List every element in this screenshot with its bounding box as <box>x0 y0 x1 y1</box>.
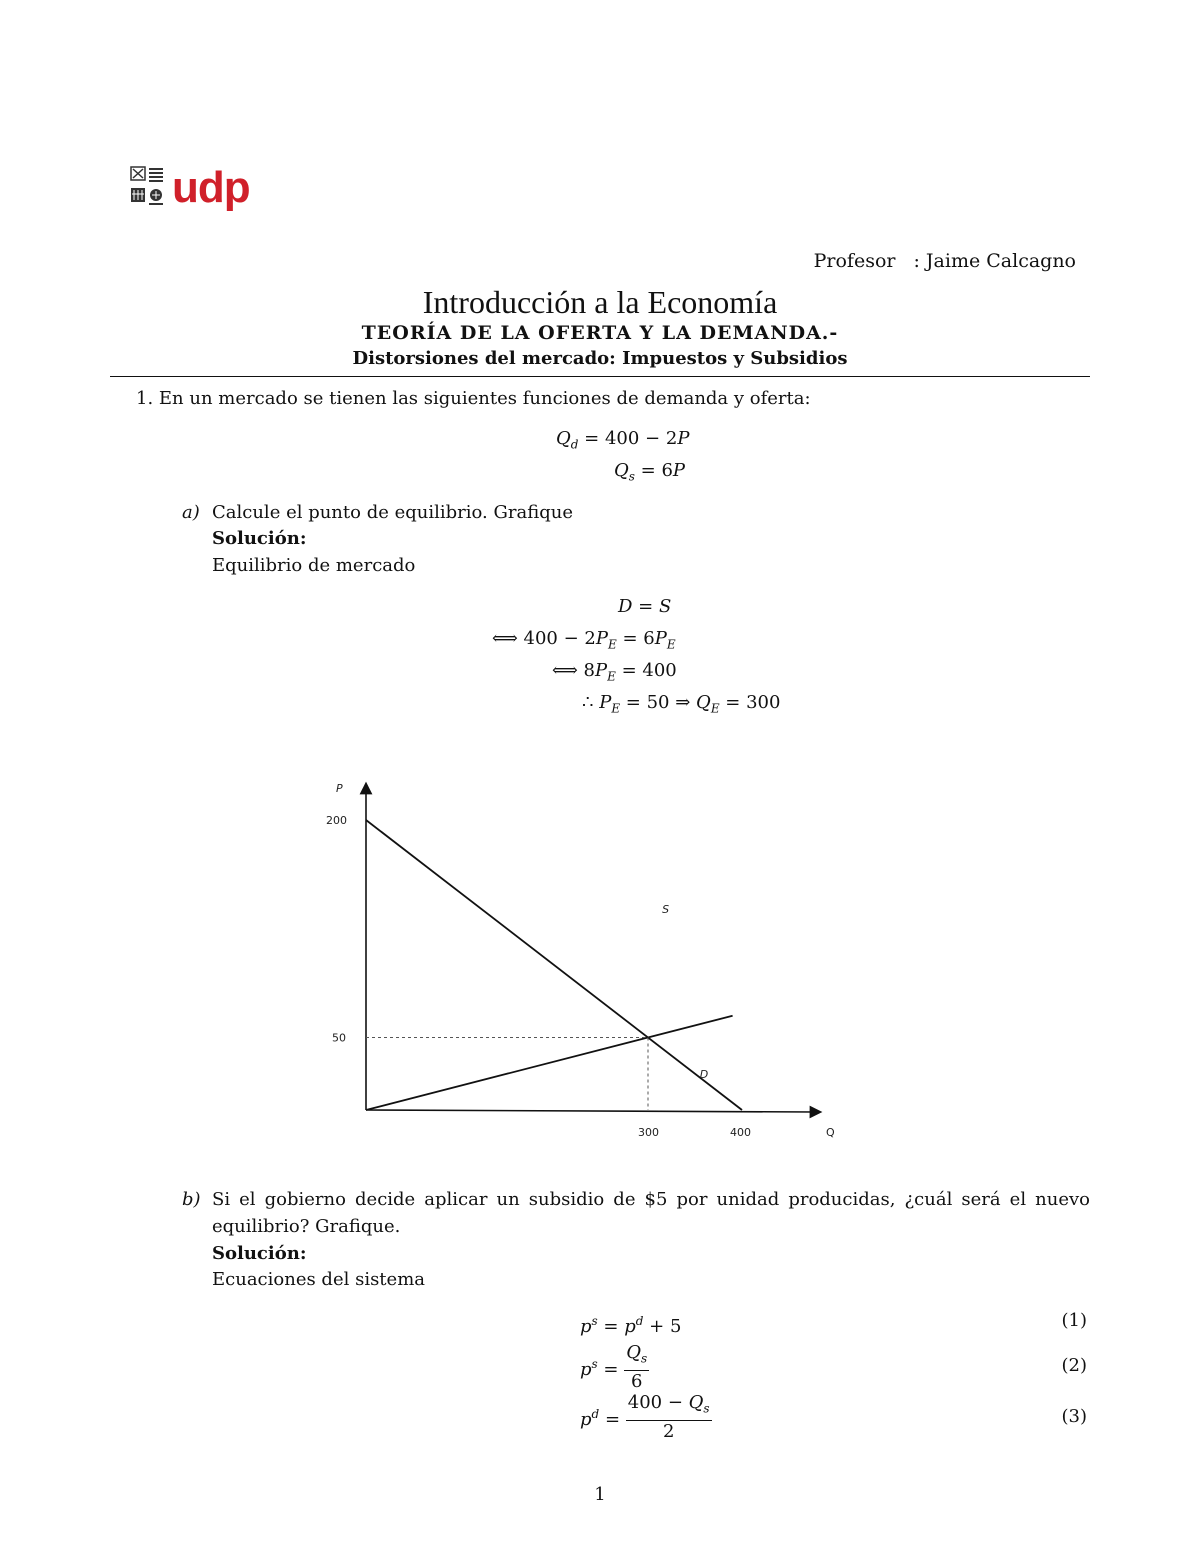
page-subtitle: TEORÍA DE LA OFERTA Y LA DEMANDA.- <box>361 322 839 344</box>
problem-statement <box>136 388 811 410</box>
equation-supply: $Q_s = 6P$ <box>614 460 686 484</box>
system-equation-1: $p^s = p^d + 5$ <box>580 1314 682 1337</box>
title-divider <box>110 376 1090 377</box>
part-a-question: Calcule el punto de equilibrio. Grafique <box>212 502 573 523</box>
supply-demand-chart <box>300 770 860 1150</box>
step-2: ⟺ $400 - 2P_E = 6P_E$ <box>492 628 676 652</box>
equation-number-1: (1) <box>1061 1310 1087 1331</box>
problem-number: 1. <box>136 388 154 409</box>
x-tick-label: 300 <box>638 1126 659 1139</box>
part-b-solution-label: Solución: <box>212 1243 307 1264</box>
x-axis <box>366 1110 816 1112</box>
supply-curve <box>366 1016 733 1110</box>
x-axis-label: Q <box>826 1126 835 1139</box>
part-b-question-line1: Si el gobierno decide aplicar un subsidio de $5 por unidad producidas, ¿cuál será el nuevo <box>212 1189 1090 1210</box>
professor-label: Profesor <box>813 250 896 272</box>
udp-emblem-icon <box>130 166 164 210</box>
part-a-solution-intro: Equilibrio de mercado <box>212 555 416 576</box>
step-4: ∴ $P_E = 50$ ⇒ $Q_E = 300$ <box>582 692 781 716</box>
professor-name: : Jaime Calcagno <box>913 250 1076 272</box>
y-tick-label: 50 <box>332 1031 346 1045</box>
equation-number-3: (3) <box>1061 1406 1087 1427</box>
part-a-solution-label: Solución: <box>212 528 307 549</box>
professor-line <box>814 250 1076 272</box>
y-axis-label: P <box>336 782 343 795</box>
problem-text: En un mercado se tienen las siguientes funciones de demanda y oferta: <box>158 388 811 409</box>
step-1: D = S <box>618 596 672 617</box>
demand-curve <box>366 820 742 1110</box>
page-subsubtitle: Distorsiones del mercado: Impuestos y Subsidios <box>352 348 848 369</box>
part-b-question-line2: equilibrio? Grafique. <box>212 1216 401 1237</box>
udp-logo <box>130 163 250 212</box>
equation-demand: $Q_d = 400 - 2P$ <box>556 428 690 452</box>
part-a-label: a) <box>182 502 200 523</box>
page-number: 1 <box>594 1484 606 1505</box>
supply-curve-label: S <box>662 902 670 916</box>
part-b-solution-intro: Ecuaciones del sistema <box>212 1269 425 1290</box>
page-title: Introducción a la Economía <box>422 284 778 320</box>
y-tick-label: 200 <box>326 814 347 827</box>
system-equation-3: $p^d$ = $\frac{400 - Q_s}{2}$ <box>580 1392 710 1442</box>
equation-number-2: (2) <box>1061 1355 1087 1376</box>
logo-text: udp <box>172 163 250 212</box>
part-b-label: b) <box>182 1189 201 1210</box>
demand-curve-label: D <box>699 1068 709 1082</box>
step-3: ⟺ $8P_E = 400$ <box>552 660 677 684</box>
x-tick-label: 400 <box>730 1126 751 1139</box>
system-equation-2: $p^s$ = $\frac{Q_s}{6}$ <box>580 1342 648 1392</box>
